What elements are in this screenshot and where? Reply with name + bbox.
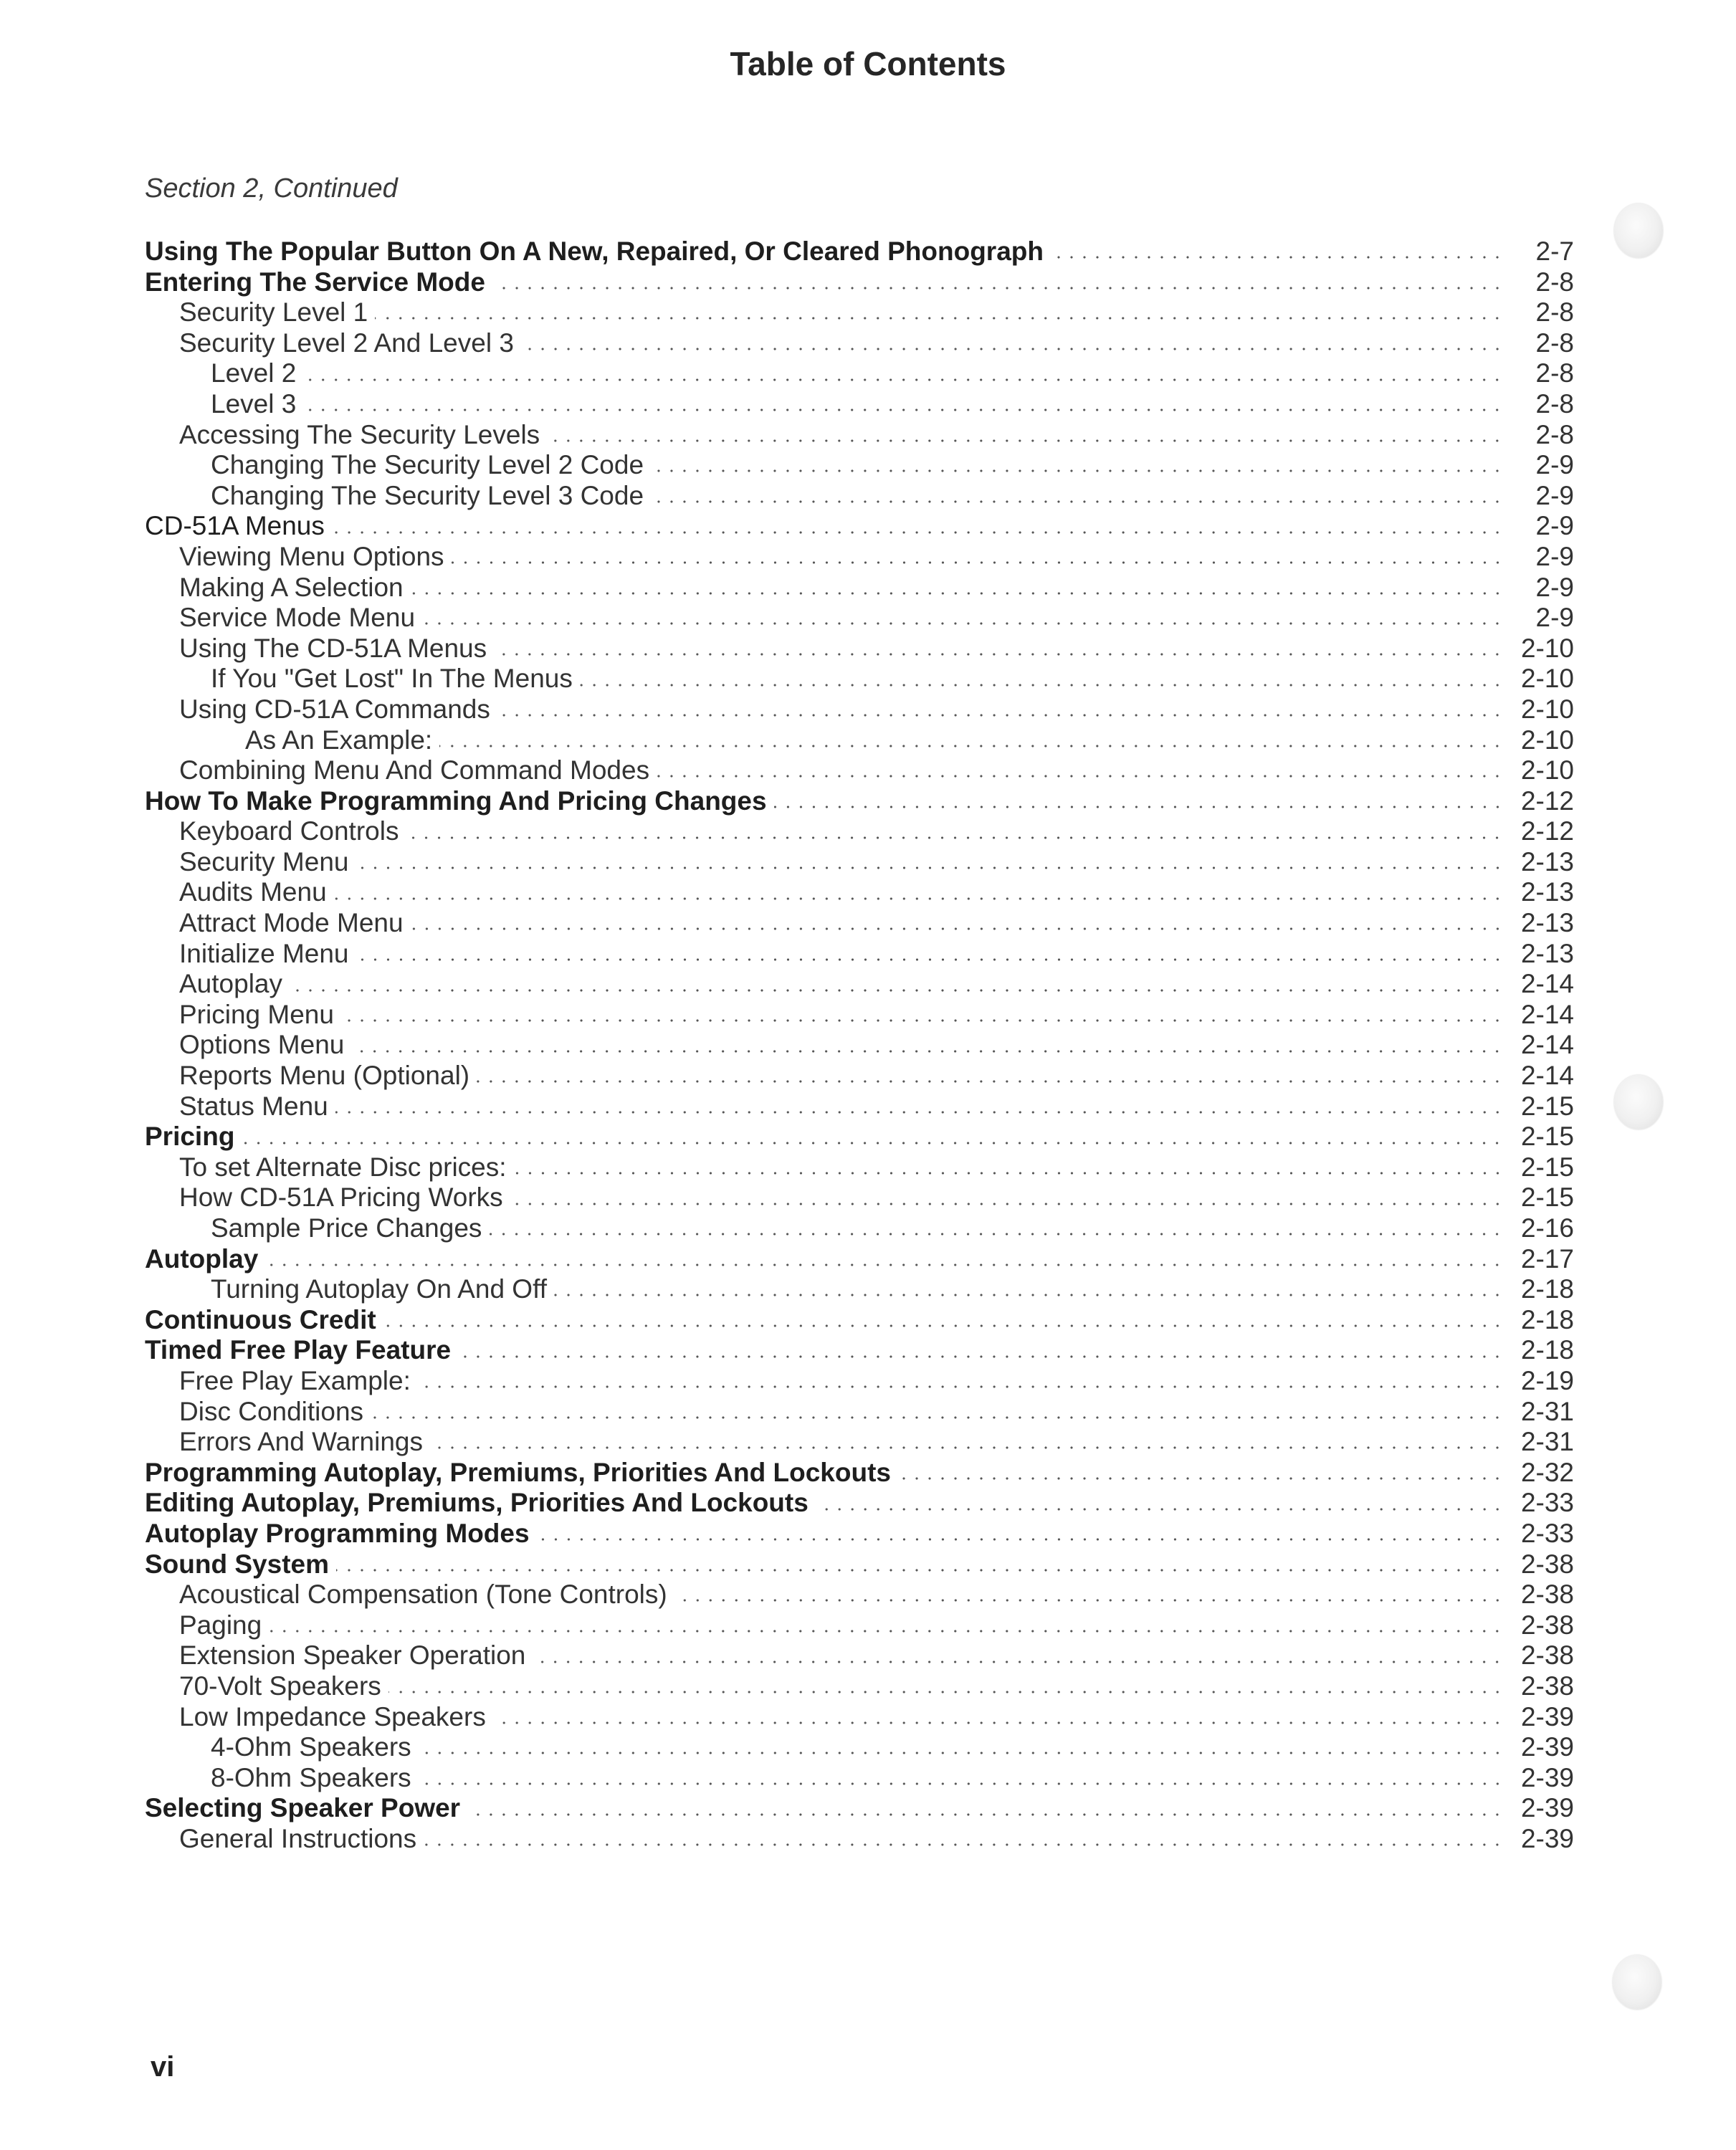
toc-entry-page: 2-15 xyxy=(1520,1152,1574,1182)
toc-entry-page: 2-38 xyxy=(1520,1640,1574,1671)
toc-entry-title: Editing Autoplay, Premiums, Priorities And Lockouts xyxy=(145,1488,809,1518)
toc-entry-page: 2-17 xyxy=(1520,1243,1574,1274)
toc-entry-page: 2-39 xyxy=(1520,1701,1574,1731)
toc-entry-title: 70-Volt Speakers xyxy=(179,1671,381,1701)
dot-leader xyxy=(674,1599,1504,1602)
dot-leader xyxy=(651,469,1504,472)
dot-leader xyxy=(422,622,1504,625)
toc-entry-title: Using The Popular Button On A New, Repaired, Or Cleared Phonograph xyxy=(145,236,1044,266)
binder-hole-bottom xyxy=(1613,1955,1661,2010)
binder-hole-middle xyxy=(1614,1075,1663,1129)
toc-entry-title: Selecting Speaker Power xyxy=(145,1793,461,1823)
toc-entry-page: 2-8 xyxy=(1535,388,1574,419)
toc-subentry xyxy=(145,1824,1574,1855)
toc-entry-page: 2-9 xyxy=(1535,603,1574,633)
toc-section-entry xyxy=(145,1305,1574,1336)
toc-entry-page: 2-38 xyxy=(1520,1549,1574,1579)
toc-entry-page: 2-12 xyxy=(1520,785,1574,816)
toc-entry-title: Pricing xyxy=(145,1122,235,1152)
dot-leader xyxy=(580,684,1504,687)
toc-list xyxy=(145,236,1574,1854)
toc-entry-title: Free Play Example: xyxy=(179,1365,411,1395)
dot-leader xyxy=(1051,256,1504,259)
toc-entry-page: 2-39 xyxy=(1520,1762,1574,1792)
toc-entry-page: 2-10 xyxy=(1520,633,1574,663)
toc-entry-page: 2-39 xyxy=(1520,1793,1574,1823)
toc-entry-title: As An Example: xyxy=(245,725,433,755)
toc-entry-page: 2-14 xyxy=(1520,1030,1574,1060)
toc-subentry xyxy=(145,328,1574,359)
dot-leader xyxy=(547,439,1504,442)
toc-entry-page: 2-9 xyxy=(1535,450,1574,480)
toc-subentry xyxy=(145,908,1574,939)
toc-entry-title: Sound System xyxy=(145,1549,329,1579)
dot-leader xyxy=(411,592,1504,595)
toc-entry-title: How To Make Programming And Pricing Changes xyxy=(145,785,767,816)
toc-entry-title: Continuous Credit xyxy=(145,1304,376,1334)
toc-entry-title: 8-Ohm Speakers xyxy=(211,1762,411,1792)
toc-entry-title: Disc Conditions xyxy=(179,1396,364,1426)
dot-leader xyxy=(554,1294,1504,1296)
toc-entry-title: Attract Mode Menu xyxy=(179,908,404,938)
toc-entry-page: 2-10 xyxy=(1520,725,1574,755)
toc-entry-page: 2-38 xyxy=(1520,1671,1574,1701)
toc-subentry xyxy=(145,634,1574,664)
toc-entry-page: 2-8 xyxy=(1535,358,1574,388)
toc-subentry xyxy=(145,297,1574,328)
toc-entry-page: 2-9 xyxy=(1535,541,1574,571)
toc-entry-page: 2-9 xyxy=(1535,480,1574,510)
toc-subentry xyxy=(145,1000,1574,1031)
toc-subentry xyxy=(145,847,1574,878)
toc-subentry xyxy=(145,1061,1574,1091)
toc-entry-title: Changing The Security Level 2 Code xyxy=(211,450,644,480)
toc-subentry xyxy=(145,1671,1574,1702)
dot-leader xyxy=(458,1355,1504,1358)
toc-subentry xyxy=(145,481,1574,512)
dot-leader xyxy=(269,1630,1504,1633)
toc-entry-title: Programming Autoplay, Premiums, Priorities And Lockouts xyxy=(145,1457,891,1487)
toc-subentry xyxy=(145,1732,1574,1763)
toc-entry-title: If You "Get Lost" In The Menus xyxy=(211,664,573,694)
toc-entry-title: Audits Menu xyxy=(179,877,327,907)
toc-section-entry xyxy=(145,1335,1574,1366)
toc-entry-title: General Instructions xyxy=(179,1823,417,1853)
toc-entry-title: Changing The Security Level 3 Code xyxy=(211,480,644,510)
toc-entry-title: Initialize Menu xyxy=(179,938,349,968)
toc-section-entry xyxy=(145,1458,1574,1489)
toc-entry-page: 2-7 xyxy=(1535,236,1574,266)
toc-entry-title: Turning Autoplay On And Off xyxy=(211,1274,547,1304)
toc-subentry xyxy=(145,358,1574,389)
toc-entry-title: To set Alternate Disc prices: xyxy=(179,1152,507,1182)
dot-leader xyxy=(430,1446,1504,1449)
page-number: vi xyxy=(151,2051,175,2083)
toc-section-entry xyxy=(145,1122,1574,1152)
toc-subentry xyxy=(145,816,1574,847)
toc-entry-page: 2-10 xyxy=(1520,755,1574,785)
toc-subentry xyxy=(145,603,1574,634)
toc-subentry xyxy=(145,1030,1574,1061)
dot-leader xyxy=(657,775,1504,778)
toc-entry-title: Using CD-51A Commands xyxy=(179,694,490,724)
toc-section-entry xyxy=(145,1793,1574,1824)
dot-leader xyxy=(419,1752,1504,1754)
dot-leader xyxy=(341,1019,1504,1022)
toc-entry-page: 2-9 xyxy=(1535,572,1574,602)
toc-entry-title: Service Mode Menu xyxy=(179,603,416,633)
toc-entry-title: Security Level 1 xyxy=(179,297,368,328)
dot-leader xyxy=(406,836,1504,839)
toc-subentry xyxy=(145,1091,1574,1122)
dot-leader xyxy=(533,1661,1504,1663)
dot-leader xyxy=(336,1569,1504,1572)
toc-subentry xyxy=(145,420,1574,451)
dot-leader xyxy=(388,1691,1504,1693)
toc-entry-title: Pricing Menu xyxy=(179,999,334,1029)
toc-subentry xyxy=(145,389,1574,420)
dot-leader xyxy=(351,1050,1504,1053)
toc-entry-page: 2-31 xyxy=(1520,1427,1574,1457)
toc-subentry xyxy=(145,542,1574,573)
page-title: Table of Contents xyxy=(730,45,1006,82)
toc-entry-title: Sample Price Changes xyxy=(211,1213,482,1243)
dot-leader xyxy=(424,1843,1504,1846)
toc-subentry xyxy=(145,969,1574,1000)
dot-leader xyxy=(334,897,1504,900)
dot-leader xyxy=(371,1416,1504,1419)
dot-leader xyxy=(492,287,1504,290)
dot-leader xyxy=(265,1263,1504,1266)
dot-leader xyxy=(898,1477,1504,1480)
toc-subentry xyxy=(145,664,1574,694)
dot-leader xyxy=(510,1203,1504,1205)
toc-entry-title: Status Menu xyxy=(179,1091,328,1121)
toc-entry-page: 2-38 xyxy=(1520,1610,1574,1640)
toc-subentry xyxy=(145,1763,1574,1794)
toc-entry-title: Timed Free Play Feature xyxy=(145,1335,452,1365)
toc-entry-title: Low Impedance Speakers xyxy=(179,1701,486,1731)
toc-entry-title: 4-Ohm Speakers xyxy=(211,1732,411,1762)
toc-entry-title: Security Menu xyxy=(179,846,349,876)
toc-entry-page: 2-8 xyxy=(1535,267,1574,297)
toc-section-entry xyxy=(145,1519,1574,1549)
dot-leader xyxy=(494,653,1504,656)
toc-entry-title: Errors And Warnings xyxy=(179,1427,423,1457)
toc-entry-title: Combining Menu And Command Modes xyxy=(179,755,650,785)
toc-section-entry xyxy=(145,511,1574,542)
dot-leader xyxy=(303,408,1504,411)
toc-entry-page: 2-14 xyxy=(1520,969,1574,999)
toc-entry-page: 2-12 xyxy=(1520,816,1574,846)
toc-entry-title: How CD-51A Pricing Works xyxy=(179,1182,503,1213)
dot-leader xyxy=(290,989,1504,992)
toc-entry-page: 2-9 xyxy=(1535,511,1574,541)
toc-entry-page: 2-13 xyxy=(1520,908,1574,938)
toc-entry-page: 2-39 xyxy=(1520,1823,1574,1853)
toc-entry-title: Paging xyxy=(179,1610,262,1640)
toc-entry-page: 2-18 xyxy=(1520,1335,1574,1365)
toc-entry-page: 2-14 xyxy=(1520,999,1574,1029)
toc-subentry xyxy=(145,1213,1574,1244)
toc-entry-page: 2-38 xyxy=(1520,1580,1574,1610)
toc-subentry xyxy=(145,1274,1574,1305)
toc-entry-page: 2-31 xyxy=(1520,1396,1574,1426)
toc-entry-page: 2-33 xyxy=(1520,1488,1574,1518)
toc-section-entry xyxy=(145,1244,1574,1275)
dot-leader xyxy=(383,1324,1504,1327)
toc-entry-title: Extension Speaker Operation xyxy=(179,1640,526,1671)
toc-section-entry xyxy=(145,1549,1574,1580)
dot-leader xyxy=(419,1782,1504,1785)
toc-subentry xyxy=(145,755,1574,786)
toc-entry-page: 2-8 xyxy=(1535,297,1574,328)
dot-leader xyxy=(411,927,1504,930)
toc-entry-title: Options Menu xyxy=(179,1030,345,1060)
toc-entry-title: Entering The Service Mode xyxy=(145,267,485,297)
toc-subentry xyxy=(145,1182,1574,1213)
section-subtitle: Section 2, Continued xyxy=(145,173,398,204)
dot-leader xyxy=(356,958,1504,961)
toc-subentry xyxy=(145,1366,1574,1397)
toc-entry-title: Keyboard Controls xyxy=(179,816,399,846)
toc-entry-page: 2-10 xyxy=(1520,694,1574,724)
toc-subentry xyxy=(145,1580,1574,1610)
toc-entry-title: Using The CD-51A Menus xyxy=(179,633,487,663)
toc-subentry xyxy=(145,1397,1574,1428)
toc-entry-title: Level 3 xyxy=(211,388,297,419)
toc-entry-page: 2-13 xyxy=(1520,846,1574,876)
toc-entry-page: 2-18 xyxy=(1520,1304,1574,1334)
dot-leader xyxy=(418,1385,1504,1388)
dot-leader xyxy=(356,866,1504,869)
toc-subentry xyxy=(145,1152,1574,1183)
dot-leader xyxy=(816,1508,1504,1511)
toc-subentry xyxy=(145,1640,1574,1671)
dot-leader xyxy=(242,1142,1504,1145)
toc-entry-title: Making A Selection xyxy=(179,572,404,602)
toc-entry-page: 2-15 xyxy=(1520,1091,1574,1121)
toc-entry-title: Security Level 2 And Level 3 xyxy=(179,328,514,358)
toc-subentry xyxy=(145,877,1574,908)
toc-entry-page: 2-15 xyxy=(1520,1182,1574,1213)
dot-leader xyxy=(489,1233,1504,1236)
binder-hole-top xyxy=(1614,204,1663,258)
dot-leader xyxy=(497,714,1504,717)
toc-section-entry xyxy=(145,1488,1574,1519)
toc-entry-page: 2-16 xyxy=(1520,1213,1574,1243)
dot-leader xyxy=(332,531,1504,534)
dot-leader xyxy=(651,500,1504,503)
toc-entry-page: 2-14 xyxy=(1520,1061,1574,1091)
toc-entry-page: 2-39 xyxy=(1520,1732,1574,1762)
dot-leader xyxy=(467,1813,1504,1816)
toc-entry-page: 2-10 xyxy=(1520,664,1574,694)
toc-entry-title: Autoplay xyxy=(179,969,282,999)
toc-subentry xyxy=(145,1702,1574,1733)
toc-subentry xyxy=(145,939,1574,970)
toc-entry-title: Viewing Menu Options xyxy=(179,541,444,571)
dot-leader xyxy=(335,1111,1504,1114)
toc-subentry xyxy=(145,694,1574,725)
toc-entry-page: 2-13 xyxy=(1520,877,1574,907)
toc-subentry xyxy=(145,1610,1574,1641)
toc-subentry xyxy=(145,1427,1574,1458)
toc-entry-title: Acoustical Compensation (Tone Controls) xyxy=(179,1580,667,1610)
dot-leader xyxy=(452,561,1504,564)
toc-entry-title: Level 2 xyxy=(211,358,297,388)
toc-entry-page: 2-8 xyxy=(1535,419,1574,449)
toc-entry-page: 2-33 xyxy=(1520,1518,1574,1548)
dot-leader xyxy=(774,806,1504,808)
dot-leader xyxy=(375,317,1504,320)
dot-leader xyxy=(537,1538,1504,1541)
toc-entry-title: Accessing The Security Levels xyxy=(179,419,540,449)
toc-entry-title: Reports Menu (Optional) xyxy=(179,1061,470,1091)
toc-subentry xyxy=(145,725,1574,756)
toc-section-entry xyxy=(145,236,1574,267)
toc-entry-title: Autoplay Programming Modes xyxy=(145,1518,530,1548)
toc-entry-page: 2-32 xyxy=(1520,1457,1574,1487)
dot-leader xyxy=(514,1172,1504,1175)
dot-leader xyxy=(521,348,1504,350)
toc-entry-title: Autoplay xyxy=(145,1243,259,1274)
toc-entry-page: 2-18 xyxy=(1520,1274,1574,1304)
toc-entry-page: 2-19 xyxy=(1520,1365,1574,1395)
dot-leader xyxy=(477,1080,1504,1083)
toc-subentry xyxy=(145,573,1574,603)
toc-section-entry xyxy=(145,786,1574,817)
toc-subentry xyxy=(145,450,1574,481)
toc-entry-page: 2-15 xyxy=(1520,1122,1574,1152)
toc-entry-title: CD-51A Menus xyxy=(145,511,325,541)
dot-leader xyxy=(439,745,1504,747)
dot-leader xyxy=(303,378,1504,381)
toc-section-entry xyxy=(145,267,1574,298)
toc-entry-page: 2-8 xyxy=(1535,328,1574,358)
dot-leader xyxy=(493,1721,1504,1724)
toc-entry-page: 2-13 xyxy=(1520,938,1574,968)
